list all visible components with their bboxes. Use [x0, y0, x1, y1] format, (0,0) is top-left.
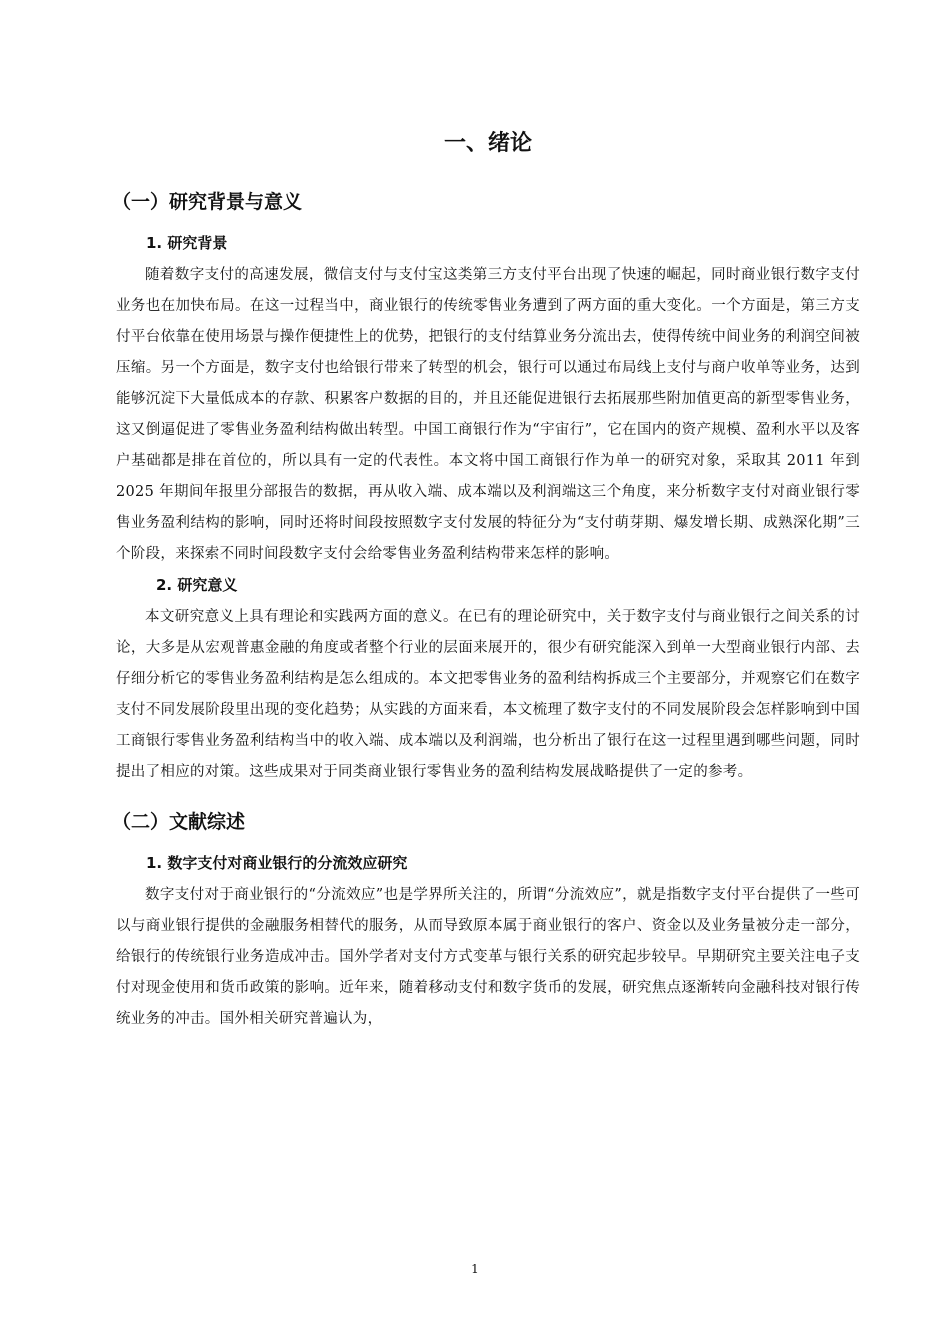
section-heading-background-significance: （一）研究背景与意义: [112, 191, 303, 213]
paragraph-background: 随着数字支付的高速发展，微信支付与支付宝这类第三方支付平台出现了快速的崛起，同时商业银行数字支付业务也在加快布局。在这一过程当中，商业银行的传统零售业务遭到了两方面的重大变化。一个方面是，第三方支付平台依靠在使用场景与操作便捷性上的优势，把银行的支付结算业务分流出去，使得传统中间业务的利润空间被压缩。另一个方面是，数字支付也给银行带来了转型的机会，银行可以通过布局线上支付与商户收单等业务，达到能够沉淀下大量低成本的存款、积累客户数据的目的，并且还能促进银行去拓展那些附加值更高的新型零售业务，这又倒逼促进了零售业务盈利结构做出转型。中国工商银行作为“宇宙行”，它在国内的资产规模、盈利水平以及客户基础都是排在首位的，所以具有一定的代表性。本文将中国工商银行作为单一的研究对象，采取其 2011 年到 2025 年期间年报里分部报告的数据，再从收入端、成本端以及利润端这三个角度，来分析数字支付对商业银行零售业务盈利结构的影响，同时还将时间段按照数字支付发展的特征分为“支付萌芽期、爆发增长期、成熟深化期”三个阶段，来探索不同时间段数字支付会给零售业务盈利结构带来怎样的影响。: [116, 267, 860, 562]
page-number: 1: [471, 1262, 479, 1276]
section-heading-literature-review: （二）文献综述: [112, 811, 246, 833]
subsection-heading-background: 1. 研究背景: [146, 234, 228, 252]
subsection-heading-significance: 2. 研究意义: [156, 576, 238, 594]
paragraph-diversion-effect: 数字支付对于商业银行的“分流效应”也是学界所关注的，所谓“分流效应”，就是指数字支付平台提供了一些可以与商业银行提供的金融服务相替代的服务，从而导致原本属于商业银行的客户、资金以及业务量被分走一部分，给银行的传统银行业务造成冲击。国外学者对支付方式变革与银行关系的研究起步较早。早期研究主要关注电子支付对现金使用和货币政策的影响。近年来，随着移动支付和数字货币的发展，研究焦点逐渐转向金融科技对银行传统业务的冲击。国外相关研究普遍认为，: [116, 887, 860, 1027]
subsection-heading-diversion-effect: 1. 数字支付对商业银行的分流效应研究: [146, 854, 408, 872]
chapter-title: 一、绪论: [443, 131, 532, 156]
paragraph-significance: 本文研究意义上具有理论和实践两方面的意义。在已有的理论研究中，关于数字支付与商业银行之间关系的讨论，大多是从宏观普惠金融的角度或者整个行业的层面来展开的，很少有研究能深入到单一大型商业银行内部、去仔细分析它的零售业务盈利结构是怎么组成的。本文把零售业务的盈利结构拆成三个主要部分，并观察它们在数字支付不同发展阶段里出现的变化趋势；从实践的方面来看，本文梳理了数字支付的不同发展阶段会怎样影响到中国工商银行零售业务盈利结构当中的收入端、成本端以及利润端，也分析出了银行在这一过程里遇到哪些问题，同时提出了相应的对策。这些成果对于同类商业银行零售业务的盈利结构发展战略提供了一定的参考。: [116, 609, 860, 780]
page-content: [112, 122, 860, 1035]
